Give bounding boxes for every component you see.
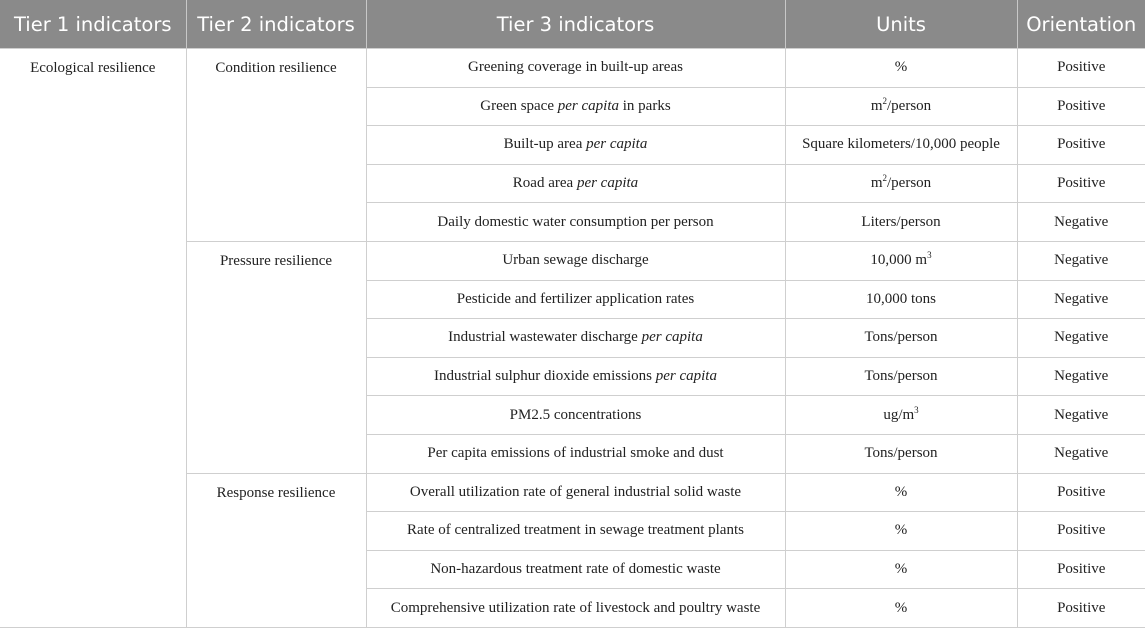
tier3-indicator-cell: Comprehensive utilization rate of livestock and poultry waste — [366, 589, 785, 628]
tier3-indicator-cell: PM2.5 concentrations — [366, 396, 785, 435]
orientation-cell: Positive — [1017, 49, 1145, 88]
unit-cell: Tons/person — [785, 319, 1017, 358]
unit-cell: $ug/m^3$ — [785, 396, 1017, 435]
tier3-indicator-cell: Per capita emissions of industrial smoke and dust — [366, 434, 785, 473]
tier2-cell: Response resilience — [186, 473, 366, 627]
orientation-cell: Positive — [1017, 589, 1145, 628]
unit-cell: 10,000 $m^3$ — [785, 241, 1017, 280]
orientation-cell: Positive — [1017, 87, 1145, 126]
orientation-cell: Positive — [1017, 164, 1145, 203]
tier3-indicator-cell: Greening coverage in built-up areas — [366, 49, 785, 88]
tier3-indicator-cell: Daily domestic water consumption per person — [366, 203, 785, 242]
unit-cell: Tons/person — [785, 434, 1017, 473]
tier3-indicator-cell: Overall utilization rate of general industrial solid waste — [366, 473, 785, 512]
tier3-indicator-cell: Industrial sulphur dioxide emissions per capita — [366, 357, 785, 396]
unit-cell: % — [785, 550, 1017, 589]
table-body — [0, 49, 1145, 628]
orientation-cell: Positive — [1017, 512, 1145, 551]
tier3-indicator-cell: Built-up area per capita — [366, 126, 785, 165]
tier3-indicator-cell: Rate of centralized treatment in sewage treatment plants — [366, 512, 785, 551]
header-units: Units — [785, 0, 1017, 49]
unit-cell: % — [785, 473, 1017, 512]
orientation-cell: Negative — [1017, 280, 1145, 319]
tier3-indicator-cell: Pesticide and fertilizer application rates — [366, 280, 785, 319]
unit-cell: $m^2$/person — [785, 164, 1017, 203]
tier3-indicator-cell: Urban sewage discharge — [366, 241, 785, 280]
table-header — [0, 0, 1145, 49]
header-orientation: Orientation — [1017, 0, 1145, 49]
unit-cell: % — [785, 589, 1017, 628]
unit-cell: Liters/person — [785, 203, 1017, 242]
orientation-cell: Positive — [1017, 126, 1145, 165]
unit-cell: Tons/person — [785, 357, 1017, 396]
tier3-indicator-cell: Green space per capita in parks — [366, 87, 785, 126]
tier2-cell: Pressure resilience — [186, 241, 366, 473]
unit-cell: % — [785, 512, 1017, 551]
header-row — [0, 0, 1145, 49]
tier1-cell: Ecological resilience — [0, 49, 186, 628]
orientation-cell: Positive — [1017, 473, 1145, 512]
unit-cell: $m^2$/person — [785, 87, 1017, 126]
table-row — [0, 49, 1145, 88]
unit-cell: % — [785, 49, 1017, 88]
orientation-cell: Negative — [1017, 241, 1145, 280]
header-tier1: Tier 1 indicators — [0, 0, 186, 49]
header-tier3: Tier 3 indicators — [366, 0, 785, 49]
tier3-indicator-cell: Road area per capita — [366, 164, 785, 203]
unit-cell: 10,000 tons — [785, 280, 1017, 319]
orientation-cell: Negative — [1017, 434, 1145, 473]
orientation-cell: Negative — [1017, 396, 1145, 435]
tier3-indicator-cell: Industrial wastewater discharge per capita — [366, 319, 785, 358]
unit-cell: Square kilometers/10,000 people — [785, 126, 1017, 165]
header-tier2: Tier 2 indicators — [186, 0, 366, 49]
orientation-cell: Negative — [1017, 319, 1145, 358]
orientation-cell: Positive — [1017, 550, 1145, 589]
orientation-cell: Negative — [1017, 203, 1145, 242]
tier3-indicator-cell: Non-hazardous treatment rate of domestic waste — [366, 550, 785, 589]
tier2-cell: Condition resilience — [186, 49, 366, 242]
orientation-cell: Negative — [1017, 357, 1145, 396]
